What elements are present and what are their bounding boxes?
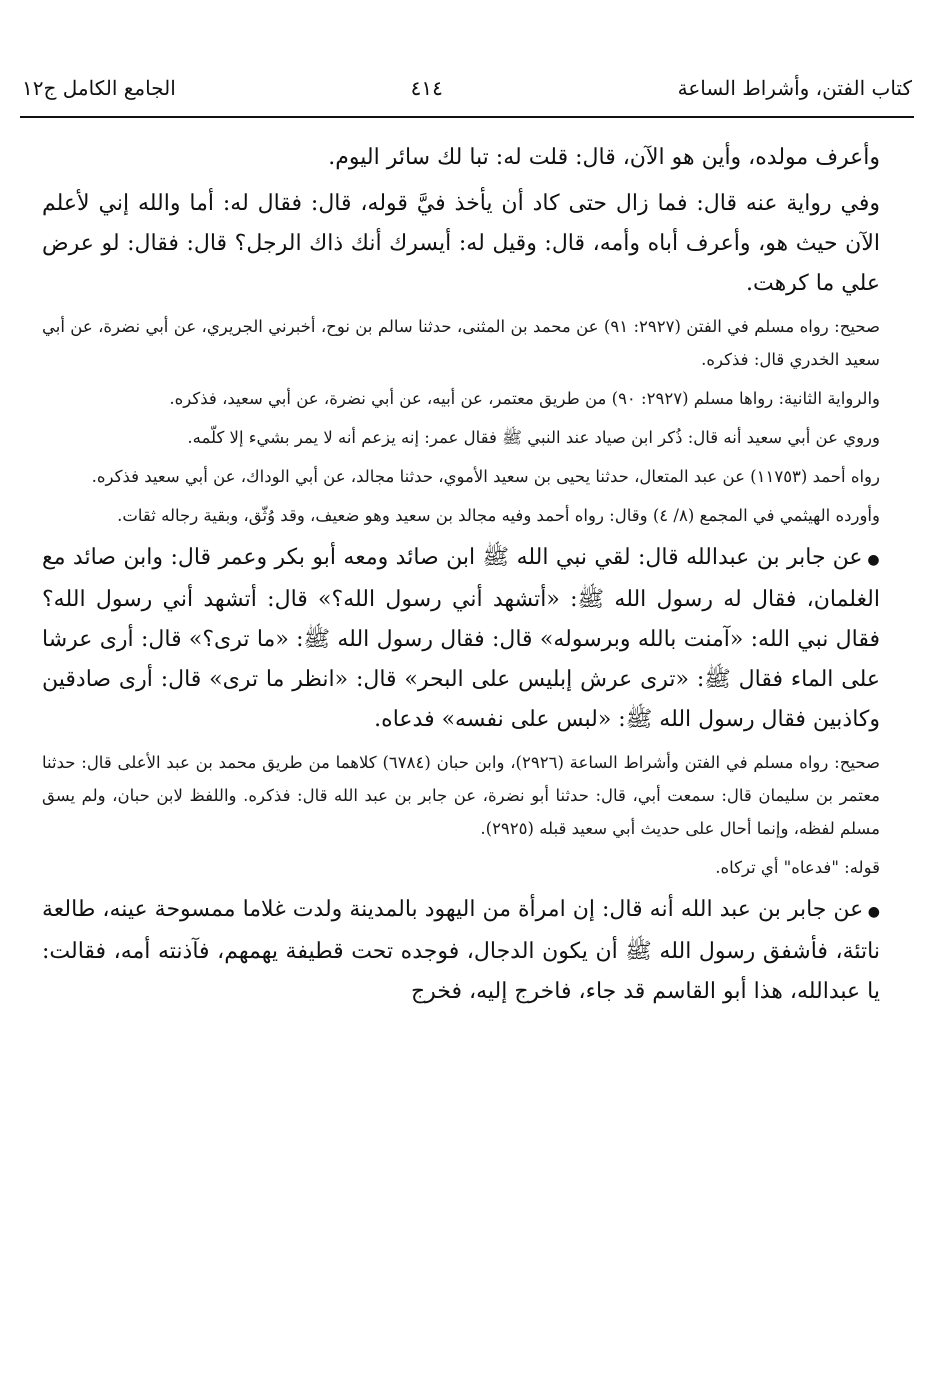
takhrij-note: وأورده الهيثمي في المجمع (٨/ ٤) وقال: رواه أحمد وفيه مجالد بن سعيد وهو ضعيف، وقد وُثّق، وبقية رجاله ثقات. [117, 506, 880, 525]
header-chapter-title: كتاب الفتن، وأشراط الساعة [677, 76, 912, 100]
running-header [22, 64, 912, 112]
hadith-text: ● عن جابر بن عبدالله قال: لقي نبي الله ﷺ ابن صائد ومعه أبو بكر وعمر قال: وابن صائد مع الغلمان، فقال له رسول الله ﷺ: «أتشهد أني رسول الله؟» قال: أتشهد أني رسول الله؟ فقال نبي الله: «آمنت بالله وبرسوله» قال: فقال رسول الله ﷺ: «ما ترى؟» قال: أرى عرشا على الماء فقال ﷺ: «ترى عرش إبليس على البحر» قال: «انظر ما ترى» قال: أرى صادقين وكاذبين فقال رسول الله ﷺ: «لبس على نفسه» فدعاه. [42, 538, 880, 740]
takhrij-note: قوله: "فدعاه" أي تركاه. [715, 858, 880, 877]
header-book-title: الجامع الكامل ج١٢ [22, 76, 176, 100]
takhrij-note: رواه أحمد (١١٧٥٣) عن عبد المتعال، حدثنا يحيى بن سعيد الأموي، حدثنا مجالد، عن أبي الوداك، عن أبي سعيد فذكره. [91, 467, 880, 486]
takhrij-note: صحيح: رواه مسلم في الفتن وأشراط الساعة (٢٩٢٦)، وابن حبان (٦٧٨٤) كلاهما من طريق محمد بن عبد الأعلى قال: حدثنا معتمر بن سليمان قال: سمعت أبي، قال: حدثنا أبو نضرة، عن جابر بن عبد الله قال: فذكره. واللفظ لابن حبان، ولم يسق مسلم لفظه، وإنما أحال على حديث أبي سعيد قبله (٢٩٢٥). [42, 753, 880, 838]
takhrij-note: والرواية الثانية: رواها مسلم (٢٩٢٧: ٩٠) من طريق معتمر، عن أبيه، عن أبي نضرة، عن أبي سعيد، فذكره. [169, 389, 880, 408]
hadith-text: ● عن جابر بن عبد الله أنه قال: إن امرأة من اليهود بالمدينة ولدت غلاما ممسوحة عينه، طالعة ناتئة، فأشفق رسول الله ﷺ أن يكون الدجال، فوجده تحت قطيفة يهمهم، فآذنته أمه، فقالت: يا عبدالله، هذا أبو القاسم قد جاء، فاخرج إليه، فخرج [42, 890, 880, 1012]
page-number: ٤١٤ [410, 76, 443, 100]
takhrij-note: وروي عن أبي سعيد أنه قال: ذُكر ابن صياد عند النبي ﷺ فقال عمر: إنه يزعم أنه لا يمر بشيء إلا كلّمه. [187, 428, 880, 447]
takhrij-note: صحيح: رواه مسلم في الفتن (٢٩٢٧: ٩١) عن محمد بن المثنى، حدثنا سالم بن نوح، أخبرني الجريري، عن أبي نضرة، عن أبي سعيد الخدري قال: فذكره. [42, 317, 880, 369]
hadith-text: وفي رواية عنه قال: فما زال حتى كاد أن يأخذ فيَّ قوله، قال: فقال له: أما والله إني لأعلم الآن حيث هو، وأعرف أباه وأمه، قال: وقيل له: أيسرك أنك ذاك الرجل؟ قال: فقال: لو عرض علي ما كرهت. [42, 191, 880, 296]
header-divider [20, 116, 914, 118]
hadith-text: وأعرف مولده، وأين هو الآن، قال: قلت له: تبا لك سائر اليوم. [328, 145, 880, 170]
page-body [42, 138, 880, 1018]
